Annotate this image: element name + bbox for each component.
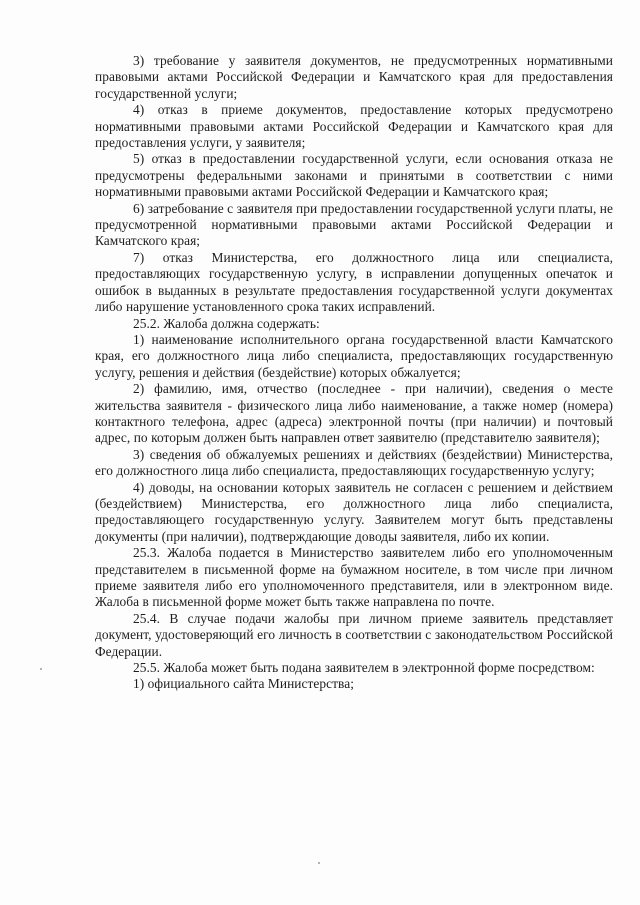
scan-speck [40,668,42,670]
paragraph-25-3: 25.3. Жалоба подается в Министерство заявителем либо его уполномоченным представителем в письменной форме на бумажном носителе, в том числе при личном приеме заявителя либо его уполномоченного представителя, или в электронном виде. Жалоба в письменной форме может быть также направлена по почте. [95,545,613,610]
paragraph-25-5-item-1: 1) официального сайта Министерства; [133,676,355,692]
paragraph-25-2-item-3: 3) сведения об обжалуемых решениях и действиях (бездействии) Министерства, его должностного лица либо специалиста, предоставляющих государственную услугу; [95,446,613,479]
paragraph-25-2-item-2: 2) фамилию, имя, отчество (последнее - при наличии), сведения о месте жительства заявителя - физического лица либо наименование, а также номер (номера) контактного телефона, адрес (адреса) электронной почты (при наличии) и почтовый адрес, по которым должен быть направлен ответ заявителю (представителю заявителя); [95,381,613,446]
paragraph-item-5-refusal-provide: 5) отказ в предоставлении государственной услуги, если основания отказа не предусмотрены федеральными законами и принятыми в соответствии с ними нормативными правовыми актами Российской Федерации и Камчатского края; [95,151,613,200]
paragraph-25-2-heading: 25.2. Жалоба должна содержать: [133,315,320,331]
paragraph-25-2-item-4: 4) доводы, на основании которых заявитель не согласен с решением и действием (бездействием) Министерства, его должностного лица либо специалиста, предоставляющего государственную услугу. Заявителем могут быть представлены документы (при наличии), подтверждающие доводы заявителя, либо их копии. [95,479,613,544]
paragraph-25-4: 25.4. В случае подачи жалобы при личном приеме заявитель представляет документ, удостоверяющий его личность в соответствии с законодательством Российской Федерации. [95,610,613,659]
paragraph-item-4-refusal-accept: 4) отказ в приеме документов, предоставление которых предусмотрено нормативными правовыми актами Российской Федерации и Камчатского края для предоставления услуги, у заявителя; [95,102,613,151]
paragraph-25-5: 25.5. Жалоба может быть подана заявителем в электронной форме посредством: [133,660,595,676]
scan-speck [318,862,320,864]
document-body [95,53,613,693]
paragraph-25-2-item-1: 1) наименование исполнительного органа государственной власти Камчатского края, его должностного лица либо специалиста, предоставляющих государственную услугу, решения и действия (бездействие) которых обжалуется; [95,331,613,380]
paragraph-item-7-refusal-correct: 7) отказ Министерства, его должностного лица или специалиста, предоставляющих государственную услугу, в исправлении допущенных опечаток и ошибок в выданных в результате предоставления государственной услуги документах либо нарушение установленного срока таких исправлений. [95,249,613,315]
paragraph-item-6-fee-demand: 6) затребование с заявителя при предоставлении государственной услуги платы, не предусмотренной нормативными правовыми актами Российской Федерации и Камчатского края; [95,200,613,249]
paragraph-item-3-demand-documents: 3) требование у заявителя документов, не предусмотренных нормативными правовыми актами Российской Федерации и Камчатского края для предоставления государственной услуги; [95,53,613,101]
